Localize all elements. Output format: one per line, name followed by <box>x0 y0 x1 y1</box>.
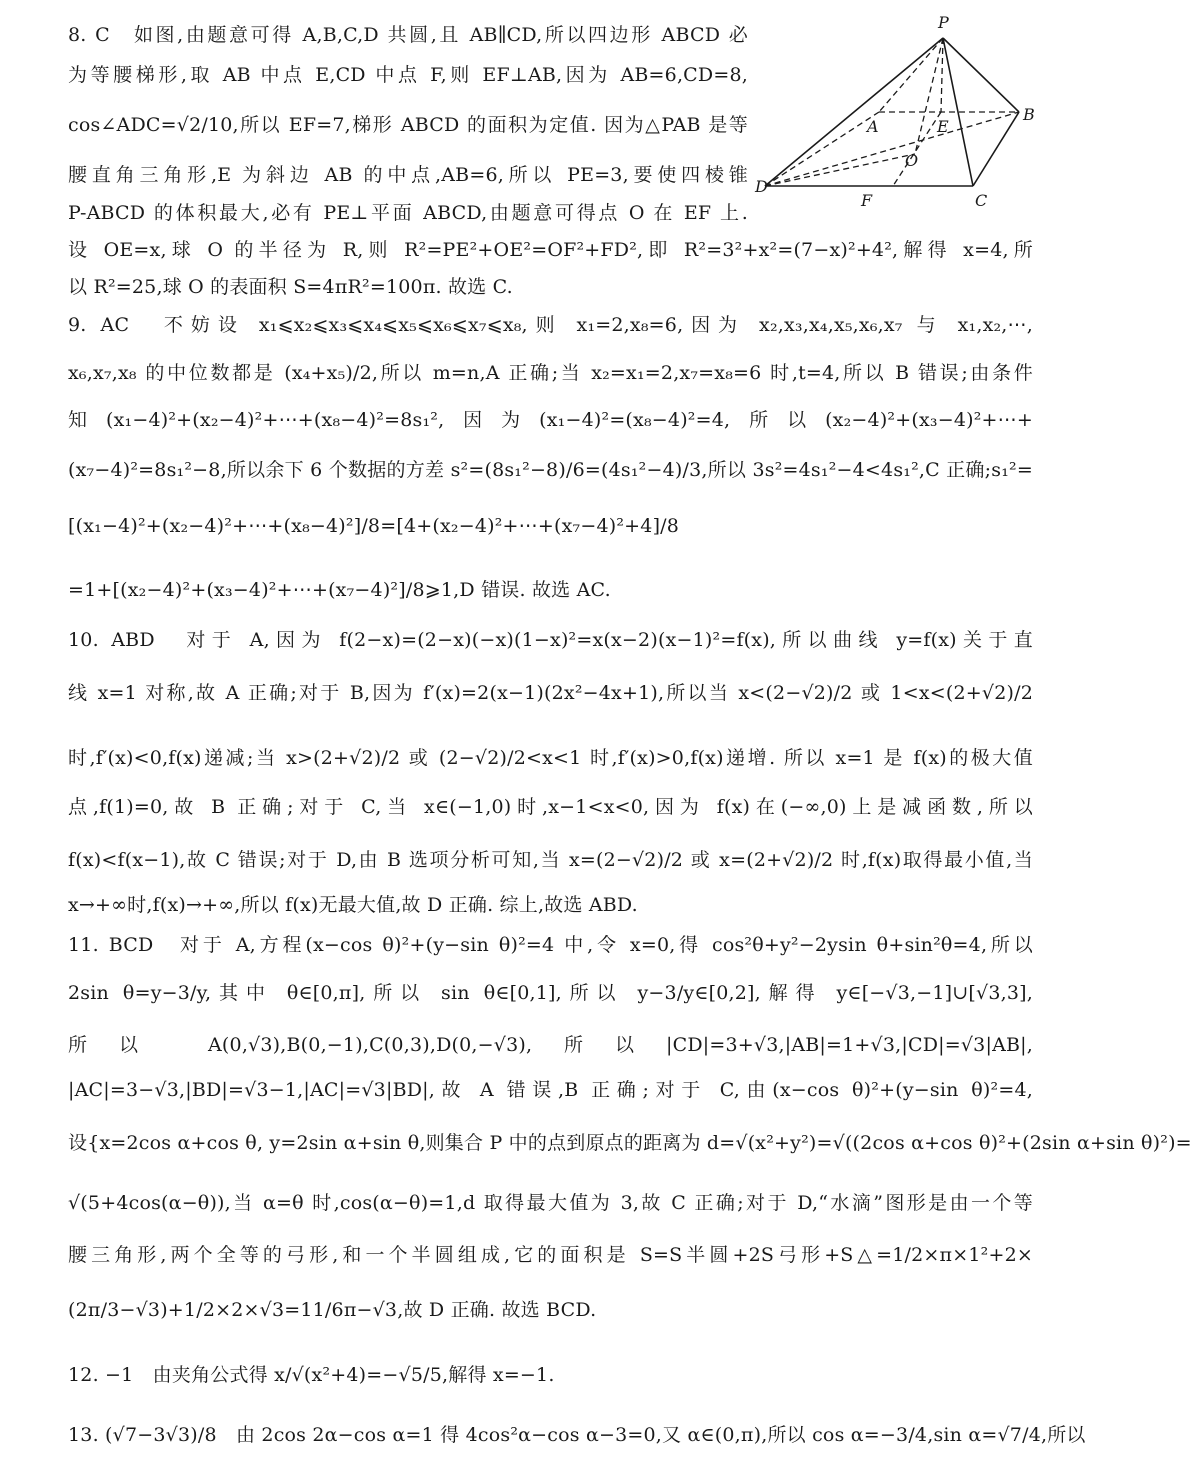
text-line: 以 R²=25,球 O 的表面积 S=4πR²=100π. 故选 C. <box>68 276 513 298</box>
edge-PC <box>943 38 973 186</box>
text-line: 点,f(1)=0,故 B 正确;对于 C,当 x∈(−1,0)时,x−1<x<0,因为 f(x)在(−∞,0)上是减函数,所以 <box>68 796 1033 818</box>
text-line: 腰三角形,两个全等的弓形,和一个半圆组成,它的面积是 S=S半圆+2S弓形+S△=1/2×π×1²+2× <box>68 1244 1033 1266</box>
text-line: x→+∞时,f(x)→+∞,所以 f(x)无最大值,故 D 正确. 综上,故选 ABD. <box>68 894 638 916</box>
label-A: A <box>867 117 879 136</box>
text-line: |AC|=3−√3,|BD|=√3−1,|AC|=√3|BD|,故 A 错误,B 正确;对于 C,由(x−cos θ)²+(y−sin θ)²=4, <box>68 1079 1033 1101</box>
text-line: 时,f′(x)<0,f(x)递减;当 x>(2+√2)/2 或 (2−√2)/2<x<1 时,f′(x)>0,f(x)递增. 所以 x=1 是 f(x)的极大值 <box>68 747 1033 769</box>
text-line: √(5+4cos(α−θ)),当 α=θ 时,cos(α−θ)=1,d 取得最大值为 3,故 C 正确;对于 D,“水滴”图形是由一个等 <box>68 1192 1033 1214</box>
text-line: 所以 A(0,√3),B(0,−1),C(0,3),D(0,−√3),所以|CD|=3+√3,|AB|=1+√3,|CD|=√3|AB|, <box>68 1034 1033 1056</box>
edge-DA <box>765 112 879 186</box>
label-O: O <box>905 151 919 170</box>
edge-PO <box>915 38 943 154</box>
label-F: F <box>861 191 873 210</box>
text-line: 知(x₁−4)²+(x₂−4)²+⋯+(x₈−4)²=8s₁²,因为(x₁−4)²=(x₈−4)²=4,所以(x₂−4)²+(x₃−4)²+⋯+ <box>68 409 1033 431</box>
text-line: 9. AC 不妨设 x₁⩽x₂⩽x₃⩽x₄⩽x₅⩽x₆⩽x₇⩽x₈,则 x₁=2,x₈=6,因为 x₂,x₃,x₄,x₅,x₆,x₇ 与 x₁,x₂,⋯, <box>68 314 1033 336</box>
text-line: 10. ABD 对于 A,因为 f(2−x)=(2−x)(−x)(1−x)²=x(x−2)(x−1)²=f(x),所以曲线 y=f(x)关于直 <box>68 629 1033 651</box>
edge-PE <box>941 38 943 112</box>
text-line: 13. (√7−3√3)/8 由 2cos 2α−cos α=1 得 4cos²α−cos α−3=0,又 α∈(0,π),所以 cos α=−3/4,sin α=√7/4,所以 <box>68 1424 1086 1446</box>
label-E: E <box>937 117 949 136</box>
text-line: 设{x=2cos α+cos θ, y=2sin α+sin θ,则集合 P 中的点到原点的距离为 d=√(x²+y²)=√((2cos α+cos θ)²+(2sin α+sin θ)²)= <box>68 1132 1192 1154</box>
text-line: 11. BCD 对于 A,方程(x−cos θ)²+(y−sin θ)²=4 中,令 x=0,得 cos²θ+y²−2ysin θ+sin²θ=4,所以 <box>68 934 1033 956</box>
edge-PB <box>943 38 1019 112</box>
label-B: B <box>1023 105 1035 124</box>
edge-DO <box>765 154 915 186</box>
text-line: 为等腰梯形,取 AB 中点 E,CD 中点 F,则 EF⊥AB,因为 AB=6,CD=8, <box>68 64 748 86</box>
pyramid-diagram <box>755 14 1045 219</box>
text-line: x₆,x₇,x₈ 的中位数都是 (x₄+x₅)/2,所以 m=n,A 正确;当 x₂=x₁=2,x₇=x₈=6 时,t=4,所以 B 错误;由条件 <box>68 362 1033 384</box>
text-line: 腰直角三角形,E 为斜边 AB 的中点,AB=6,所以 PE=3,要使四棱锥 <box>68 164 748 186</box>
label-P: P <box>938 13 949 32</box>
edge-PA <box>879 38 943 112</box>
text-line: f(x)<f(x−1),故 C 错误;对于 D,由 B 选项分析可知,当 x=(2−√2)/2 或 x=(2+√2)/2 时,f(x)取得最小值,当 <box>68 849 1033 871</box>
label-C: C <box>975 191 988 210</box>
text-line: 设 OE=x,球 O 的半径为 R,则 R²=PE²+OE²=OF²+FD²,即 R²=3²+x²=(7−x)²+4²,解得 x=4,所 <box>68 239 1033 261</box>
text-line: 2sin θ=y−3/y,其中 θ∈[0,π],所以 sin θ∈[0,1],所以 y−3/y∈[0,2],解得 y∈[−√3,−1]∪[√3,3], <box>68 982 1033 1004</box>
text-line: 8. C 如图,由题意可得 A,B,C,D 共圆,且 AB∥CD,所以四边形 ABCD 必 <box>68 24 748 46</box>
text-line: =1+[(x₂−4)²+(x₃−4)²+⋯+(x₇−4)²]/8⩾1,D 错误. 故选 AC. <box>68 579 611 601</box>
edge-DB <box>765 112 1019 186</box>
text-line: [(x₁−4)²+(x₂−4)²+⋯+(x₈−4)²]/8=[4+(x₂−4)²+⋯+(x₇−4)²+4]/8 <box>68 515 680 537</box>
text-line: (x₇−4)²=8s₁²−8,所以余下 6 个数据的方差 s²=(8s₁²−8)/6=(4s₁²−4)/3,所以 3s²=4s₁²−4<4s₁²,C 正确;s₁²= <box>68 459 1033 481</box>
text-line: cos∠ADC=√2/10,所以 EF=7,梯形 ABCD 的面积为定值. 因为△PAB 是等 <box>68 114 748 136</box>
pyramid-figure <box>755 14 1045 219</box>
text-line: (2π/3−√3)+1/2×2×√3=11/6π−√3,故 D 正确. 故选 BCD. <box>68 1299 597 1321</box>
text-line: 12. −1 由夹角公式得 x/√(x²+4)=−√5/5,解得 x=−1. <box>68 1364 555 1386</box>
text-line: 线 x=1 对称,故 A 正确;对于 B,因为 f′(x)=2(x−1)(2x²−4x+1),所以当 x<(2−√2)/2 或 1<x<(2+√2)/2 <box>68 682 1033 704</box>
label-D: D <box>755 177 768 196</box>
text-line: P-ABCD 的体积最大,必有 PE⊥平面 ABCD,由题意可得点 O 在 EF 上. <box>68 202 748 224</box>
edge-EF <box>893 112 941 186</box>
